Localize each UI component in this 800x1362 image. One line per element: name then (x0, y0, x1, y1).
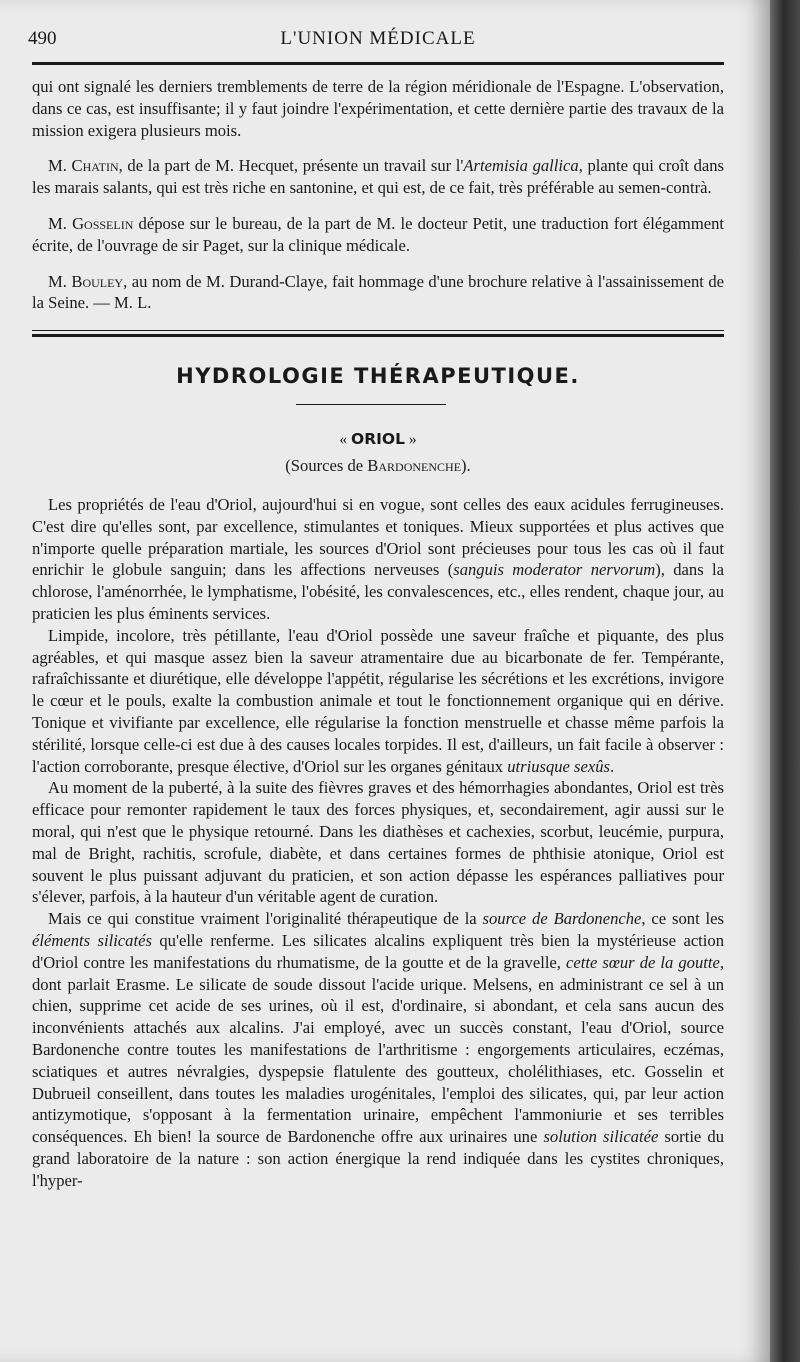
name-bardonenche: Bardonenche (367, 456, 462, 475)
page-number: 490 (28, 28, 57, 49)
paragraph-gosselin: M. Gosselin dépose sur le bureau, de la part de M. le docteur Petit, une traduction fort élégamment écrite, de l'ouvrage de sir Paget, sur la clinique médicale. (32, 213, 724, 255)
paragraph-chatin: M. Chatin, de la part de M. Hecquet, présente un travail sur l'Artemisia gallica, plante qui croît dans les marais salants, qui est très riche en santonine, et qui est, de ce fait, très préférable au semen-contrà. (32, 156, 724, 198)
name-chatin: Chatin (71, 156, 119, 176)
italic-soeur: cette sœur de la goutte (566, 952, 720, 972)
name-gosselin: Gosselin (72, 213, 134, 233)
italic-sanguis: sanguis moderator nervorum (453, 560, 656, 580)
section-rule-thick (32, 334, 724, 337)
paragraph-puberte: Au moment de la puberté, à la suite des fièvres graves et des hémorrhagies abondantes, Oriol est très efficace pour remonter rapidement le taux des forces physiques, et, secondairement, agir aussi sur le moral, qui n'est que le physique retourné. Dans les diathèses et cachexies, scorbut, leucémie, purpura, mal de Bright, rachitis, scrofule, diabète, et dans certaines formes de phthisie atonique, Oriol est souvent le plus puissant adjuvant du praticien, et son action dépasse les espérances palliatives pour s'élever, parfois, à la hauteur d'un véritable agent de curation. (32, 778, 724, 907)
book-gutter-edge (770, 0, 800, 1362)
paragraph-earthquake: qui ont signalé les derniers tremblements de terre de la région méridionale de l'Espagne. L'observation, dans ce cas, est insuffisante; il y faut joindre l'expérimentation, et cette dernière partie des travaux de la mission exigera plusieurs mois. (32, 77, 724, 140)
article-subtitle: (Sources de Bardonenche). (285, 456, 471, 475)
name-bouley: Bouley (71, 271, 124, 291)
section-rule-thin (32, 330, 724, 331)
italic-solution: solution silicatée (543, 1127, 659, 1147)
paragraph-silicates: Mais ce qui constitue vraiment l'originalité thérapeutique de la source de Bardonenche, ce sont les éléments silicatés qu'elle renferme. Les silicates alcalins expliquent très bien la mystérieuse action d'Oriol contre les manifestations du rhumatisme, de la goutte et de la gravelle, cette sœur de la goutte, dont parlait Erasme. Le silicate de soude dissout l'acide urique. Melsens, en administrant ce sel à un chien, supprime cet acide de ses urines, où il est, d'ordinaire, si abondant, et cela sans aucun des inconvénients attachés aux alcalins. J'ai employé, avec un succès constant, l'eau d'Oriol, source Bardonenche contre toutes les manifestations de l'arthritisme : engorgements articulaires, eczémas, sciatiques et autres névralgies, dyspepsie flatulente des goutteux, cholélithiases, etc. Gosselin et Dubrueil conseillent, dans toutes les maladies urogénitales, l'emploi des silicates, qui, par leur action antizymotique, s'opposant à la fermentation urinaire, empêchent l'ammoniurie et ses terribles conséquences. Eh bien! la source de Bardonenche offre aux urinaires une solution silicatée sortie du grand laboratoire de la nature : son action énergique la rend indiquée dans les cystites chroniques, l'hyper- (32, 909, 724, 1190)
italic-artemisia: Artemisia gallica (463, 156, 579, 176)
italic-source: source de Bardonenche (482, 909, 642, 929)
paragraph-bouley: M. Bouley, au nom de M. Durand-Claye, fait hommage d'une brochure relative à l'assainissement de la Seine. — M. L. (32, 271, 724, 313)
section-title: HYDROLOGIE THÉRAPEUTIQUE. (176, 364, 580, 388)
article-title: « ORIOL » (339, 430, 417, 448)
italic-elements: éléments silicatés (32, 930, 152, 950)
paragraph-properties: Les propriétés de l'eau d'Oriol, aujourd'hui si en vogue, sont celles des eaux acidules ferrugineuses. C'est dire qu'elles sont, par excellence, stimulantes et toniques. Mieux supportées et plus actives que n'importe quelle préparation martiale, les sources d'Oriol sont précieuses pour tous les cas où il faut enrichir le globule sanguin; dans les affections nerveuses (sanguis moderator nervorum), dans la chlorose, l'aménorrhée, le lymphatisme, l'obésité, les convalescences, etc., elles rendent, chaque jour, au praticien les plus éminents services. (32, 495, 724, 623)
header-rule (32, 62, 724, 65)
article-body (32, 494, 724, 1192)
proceedings-text (32, 76, 724, 314)
title-underline (296, 404, 446, 405)
journal-title: L'UNION MÉDICALE (280, 28, 476, 49)
running-head (28, 28, 728, 54)
paragraph-limpide: Limpide, incolore, très pétillante, l'eau d'Oriol possède une saveur fraîche et piquante, des plus agréables, et qui masque assez bien la saveur atramentaire due au bicarbonate de fer. Tempérante, rafraîchissante et diurétique, elle développe l'appétit, régularise les sécrétions et les excrétions, invigore le cœur et le pouls, exalte la combustion animale et tout le fonctionnement organique qui en dérive. Tonique et vivifiante par excellence, elle régularise la fonction menstruelle et chasse même parfois la stérilité, lorsque celle-ci est due à des causes locales torpides. Il est, d'ailleurs, un fait facile à observer : l'action corroborante, presque élective, d'Oriol sur les organes génitaux utriusque sexûs. (32, 625, 724, 776)
italic-utriusque: utriusque sexûs (507, 756, 610, 776)
